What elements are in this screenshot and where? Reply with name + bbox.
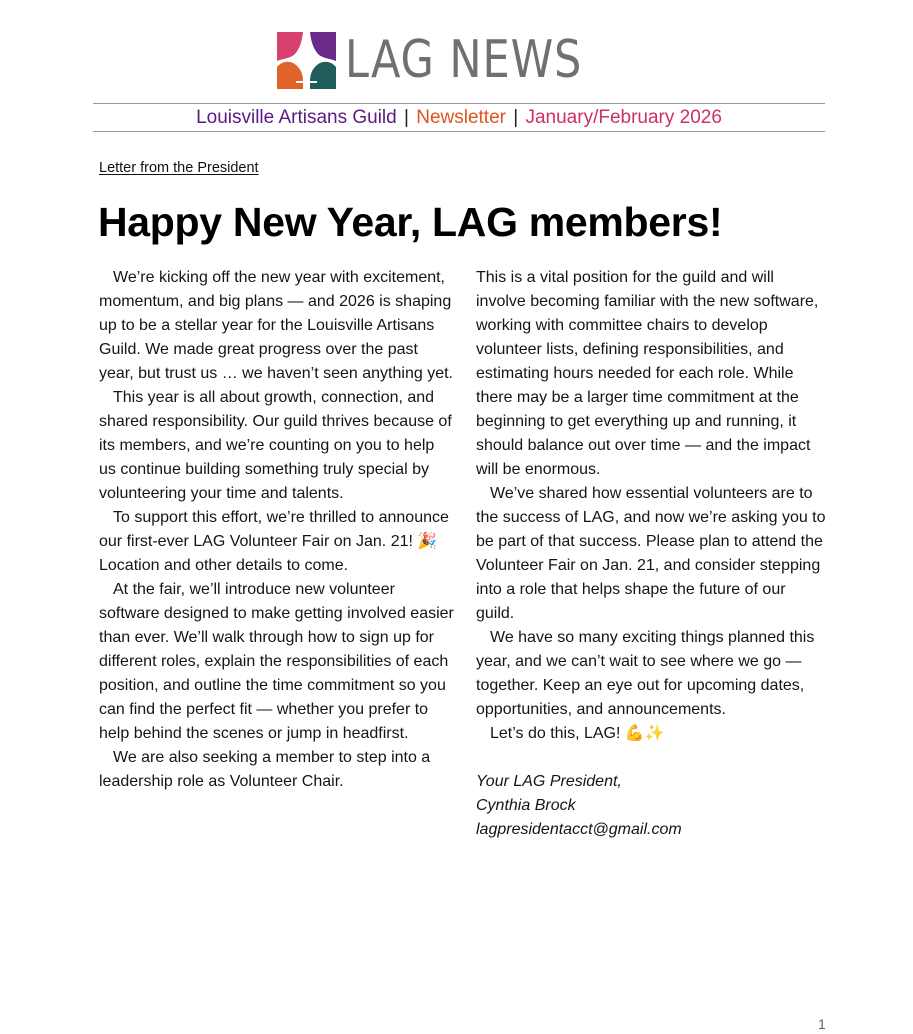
signature-email[interactable]: lagpresidentacct@gmail.com xyxy=(476,821,682,838)
subhead-separator: | xyxy=(513,107,519,128)
paragraph-continued: This is a vital position for the guild and will involve becoming familiar with the new software, working with committee chairs to develop volunteer lists, defining responsibilities, and estimating hours needed for each role. While there may be a larger time commitment at the beginning to get everything up and running, it should balance out over time — and the impact will be enormous. xyxy=(476,269,819,478)
lag-logo-icon xyxy=(276,31,337,90)
article-column-right xyxy=(476,266,826,842)
publication-type: Newsletter xyxy=(416,107,506,128)
article-headline: Happy New Year, LAG members! xyxy=(98,199,723,245)
issue-date: January/February 2026 xyxy=(525,107,722,128)
paragraph: To support this effort, we’re thrilled to announce our first-ever LAG Volunteer Fair on Jan. 21! 🎉 Location and other details to come. xyxy=(99,509,449,574)
org-name: Louisville Artisans Guild xyxy=(196,107,397,128)
paragraph: We’re kicking off the new year with excitement, momentum, and big plans — and 2026 is shaping up to be a stellar year for the Louisville Artisans Guild. We made great progress over the past year, but trust us … we haven’t seen anything yet. xyxy=(99,269,453,382)
paragraph: This year is all about growth, connection, and shared responsibility. Our guild thrives because of its members, and we’re counting on you to help us continue building something truly special by volunteering your time and talents. xyxy=(99,389,452,502)
signature-name: Cynthia Brock xyxy=(476,797,576,814)
newsletter-subhead xyxy=(93,105,825,130)
signature-title: Your LAG President, xyxy=(476,773,622,790)
header-rule-top xyxy=(93,103,825,104)
article-column-left xyxy=(99,266,454,794)
subhead-separator: | xyxy=(404,107,409,128)
masthead xyxy=(276,30,603,90)
page-number: 1 xyxy=(818,1016,826,1032)
paragraph: At the fair, we’ll introduce new volunteer software designed to make getting involved easier than ever. We’ll walk through how to sign up for different roles, explain the responsibilities of each position, and outline the time commitment so you can find the perfect fit — whether you prefer to help behind the scenes or jump in headfirst. xyxy=(99,581,454,742)
paragraph: We are also seeking a member to step into a leadership role as Volunteer Chair. xyxy=(99,749,431,790)
spacer xyxy=(476,746,826,770)
newsletter-title: LAG NEWS xyxy=(345,30,583,90)
paragraph: We have so many exciting things planned this year, and we can’t wait to see where we go — together. Keep an eye out for upcoming dates, opportunities, and announcements. xyxy=(476,629,815,718)
section-kicker: Letter from the President xyxy=(99,160,259,176)
closing-line: Let’s do this, LAG! 💪✨ xyxy=(490,725,665,742)
header-rule-bottom xyxy=(93,131,825,132)
paragraph: We’ve shared how essential volunteers are to the success of LAG, and now we’re asking you to be part of that success. Please plan to attend the Volunteer Fair on Jan. 21, and consider stepping into a role that helps shape the future of our guild. xyxy=(476,485,826,622)
